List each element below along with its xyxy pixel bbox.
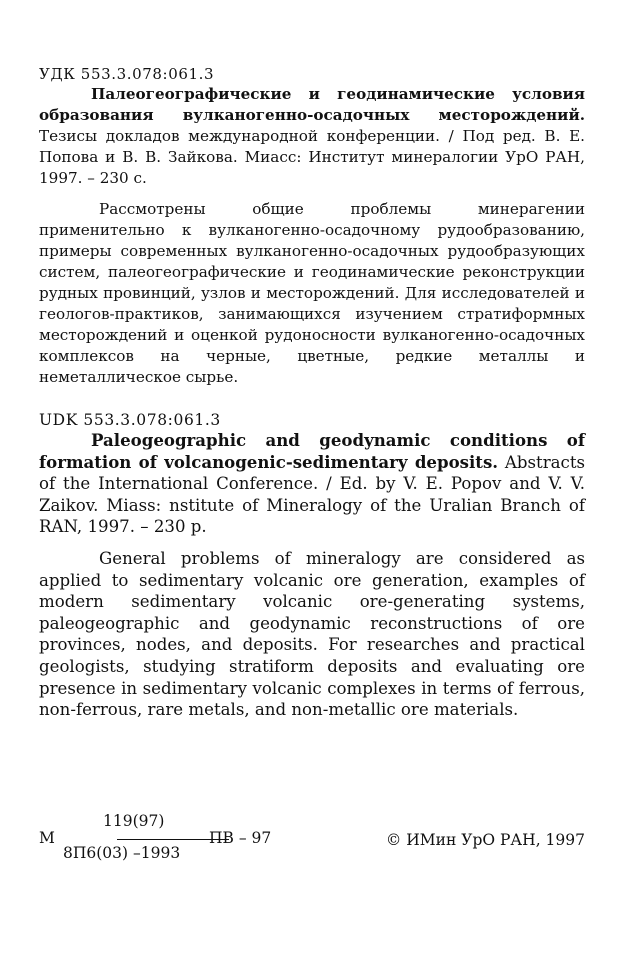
udk-code-ru: УДК 553.3.078:061.3 <box>39 65 215 83</box>
page-content <box>39 64 585 721</box>
abstract-ru: Рассмотрены общие проблемы минерагении применительно к вулканогенно-осадочному рудообразованию, примеры современных вулканогенно-осадочных рудообразующих систем, палеогеографические и геодинамические реконструкции рудных провинций, узлов и месторождений. Для исследователей и геологов-практиков, занимающихся изучением стратиформных месторождений и оценкой рудоносности вулканогенно-осадочных комплексов на черные, цветные, редкие металлы и неметаллическое сырье. <box>39 200 585 386</box>
book-title-en: Paleogeographic and geodynamic conditions of formation of volcanogenic-sedimentary deposits. <box>39 430 585 472</box>
abstract-en: General problems of mineralogy are considered as applied to sedimentary volcanic ore generation, examples of modern sedimentary volcanic ore-generating systems, paleogeographic and geodynamic reconstructions of ore provinces, nodes, and deposits. For researches and practical geologists, studying stratiform deposits and evaluating ore presence in sedimentary volcanic complexes in terms of ferrous, non-ferrous, rare metals, and non-metallic ore materials. <box>39 548 585 720</box>
fraction-numerator: 119(97) <box>103 812 165 830</box>
english-record <box>39 410 585 721</box>
fraction-denominator: 8П6(03) –1993 <box>63 844 181 862</box>
imprint-line <box>39 812 585 872</box>
book-title-ru: Палеогеографические и геодинамические условия образования вулканогенно-осадочных месторождений. <box>39 85 585 124</box>
bibliographic-entry-en <box>39 430 585 538</box>
bibliographic-entry-ru <box>39 84 585 189</box>
index-letter: М <box>39 829 55 847</box>
bibliographic-details-en: Abstracts of the International Conference. / Ed. by V. E. Popov and V. V. Zaikov. Miass: nstitute of Mineralogy of the Uralian Branch of RAN, 1997. – 230 p. <box>39 452 585 537</box>
bibliographic-details-ru: Тезисы докладов международной конференции. / Под ред. В. Е. Попова и В. В. Зайкова. Миасс: Институт минералогии УрО РАН, 1997. – 230 с. <box>39 127 585 187</box>
udk-code-en: UDK 553.3.078:061.3 <box>39 411 221 429</box>
russian-record <box>39 64 585 388</box>
copyright-notice: © ИМин УрО РАН, 1997 <box>385 831 585 849</box>
pv-code: ПВ – 97 <box>209 829 272 847</box>
